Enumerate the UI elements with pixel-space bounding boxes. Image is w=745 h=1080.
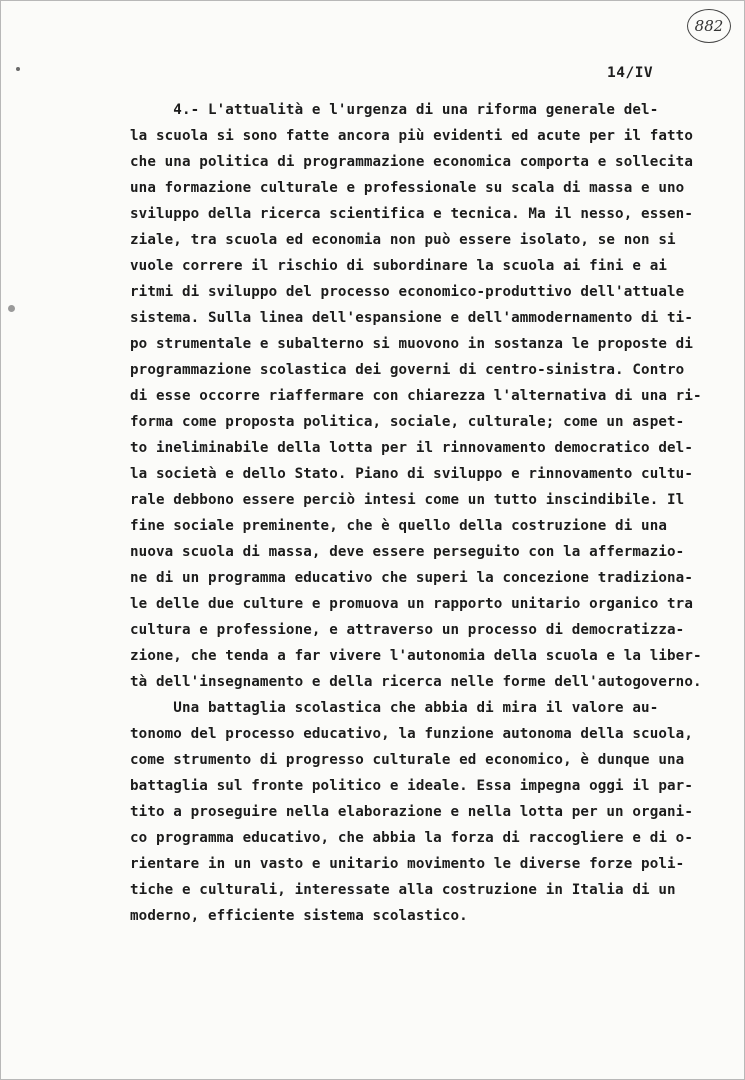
text-line: fine sociale preminente, che è quello della costruzione di una <box>130 518 668 534</box>
text-line: rientare in un vasto e unitario movimento le diverse forze poli- <box>130 856 685 872</box>
text-line: una formazione culturale e professionale su scala di massa e uno <box>130 180 685 196</box>
text-line: tiche e culturali, interessate alla costruzione in Italia di un <box>130 882 676 898</box>
text-line: vuole correre il rischio di subordinare la scuola ai fini e ai <box>130 258 668 274</box>
text-line: come strumento di progresso culturale ed economico, è dunque una <box>130 752 685 768</box>
text-line: zione, che tenda a far vivere l'autonomia della scuola e la liber- <box>130 648 702 664</box>
text-line: ritmi di sviluppo del processo economico-produttivo dell'attuale <box>130 284 685 300</box>
text-line: la scuola si sono fatte ancora più evidenti ed acute per il fatto <box>130 128 694 144</box>
text-line: tonomo del processo educativo, la funzione autonoma della scuola, <box>130 726 694 742</box>
text-line: che una politica di programmazione economica comporta e sollecita <box>130 154 694 170</box>
text-line: programmazione scolastica dei governi di centro-sinistra. Contro <box>130 362 685 378</box>
text-line: ziale, tra scuola ed economia non può essere isolato, se non si <box>130 232 676 248</box>
text-line: tito a proseguire nella elaborazione e nella lotta per un organi- <box>130 804 694 820</box>
archive-number-stamp: 882 <box>687 9 731 43</box>
text-line: le delle due culture e promuova un rapporto unitario organico tra <box>130 596 694 612</box>
text-line: to ineliminabile della lotta per il rinnovamento democratico del- <box>130 440 694 456</box>
text-line: sviluppo della ricerca scientifica e tecnica. Ma il nesso, essen- <box>130 206 694 222</box>
text-line: moderno, efficiente sistema scolastico. <box>130 908 468 924</box>
text-line: tà dell'insegnamento e della ricerca nelle forme dell'autogoverno. <box>130 674 702 690</box>
text-line: Una battaglia scolastica che abbia di mira il valore au- <box>130 700 659 716</box>
text-line: nuova scuola di massa, deve essere perseguito con la affermazio- <box>130 544 685 560</box>
ink-speck <box>16 67 20 71</box>
text-line: di esse occorre riaffermare con chiarezza l'alternativa di una ri- <box>130 388 702 404</box>
text-line: cultura e professione, e attraverso un processo di democratizza- <box>130 622 685 638</box>
text-line: 4.- L'attualità e l'urgenza di una riforma generale del- <box>130 102 659 118</box>
text-line: po strumentale e subalterno si muovono in sostanza le proposte di <box>130 336 694 352</box>
text-line: sistema. Sulla linea dell'espansione e dell'ammodernamento di ti- <box>130 310 694 326</box>
page-reference: 14/IV <box>607 65 654 81</box>
ink-speck <box>8 305 15 312</box>
text-line: ne di un programma educativo che superi la concezione tradiziona- <box>130 570 694 586</box>
text-line: rale debbono essere perciò intesi come un tutto inscindibile. Il <box>130 492 685 508</box>
document-body <box>130 97 730 929</box>
text-line: la società e dello Stato. Piano di sviluppo e rinnovamento cultu- <box>130 466 694 482</box>
text-line: co programma educativo, che abbia la forza di raccogliere e di o- <box>130 830 694 846</box>
text-line: battaglia sul fronte politico e ideale. Essa impegna oggi il par- <box>130 778 694 794</box>
text-line: forma come proposta politica, sociale, culturale; come un aspet- <box>130 414 685 430</box>
